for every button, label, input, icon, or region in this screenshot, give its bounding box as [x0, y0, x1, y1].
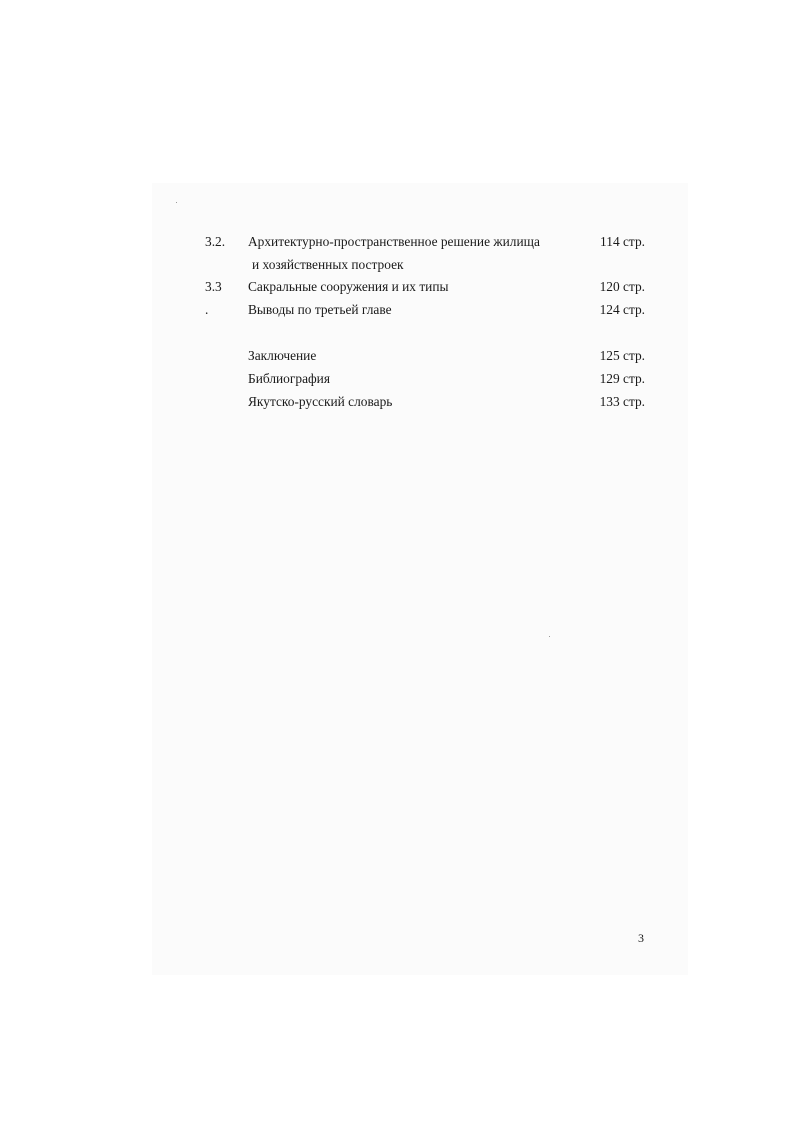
toc-entry-3-3 — [0, 277, 795, 297]
toc-entry-title: Архитектурно-пространственное решение жилища — [248, 234, 540, 249]
toc-entry-page: 124 стр. — [599, 302, 645, 317]
page-number: 3 — [638, 931, 644, 945]
toc-entry-title: Библиография — [248, 371, 331, 386]
toc-entry-title: Выводы по третьей главе — [248, 302, 392, 317]
toc-entry-number: 3.3 — [205, 279, 222, 294]
toc-entry-dictionary — [0, 392, 795, 412]
toc-entry-number: 3.2. — [205, 234, 226, 249]
toc-entry-page: 125 стр. — [599, 348, 645, 363]
toc-entry-3-2 — [0, 232, 795, 252]
toc-entry-page: 114 стр. — [600, 234, 645, 249]
toc-entry-conclusions-chapter-3 — [0, 300, 795, 320]
toc-entry-bibliography — [0, 369, 795, 389]
toc-entry-number: . — [205, 302, 209, 317]
toc-entry-page: 133 стр. — [599, 394, 645, 409]
toc-entry-title: Заключение — [248, 348, 317, 363]
toc-entry-conclusion — [0, 346, 795, 366]
toc-entry-page: 129 стр. — [599, 371, 645, 386]
toc-entry-page: 120 стр. — [599, 279, 645, 294]
toc-entry-title: Сакральные сооружения и их типы — [248, 279, 449, 294]
toc-entry-3-2-continued — [0, 255, 795, 275]
toc-entry-title: и хозяйственных построек — [252, 257, 404, 272]
toc-entry-title: Якутско-русский словарь — [248, 394, 393, 409]
